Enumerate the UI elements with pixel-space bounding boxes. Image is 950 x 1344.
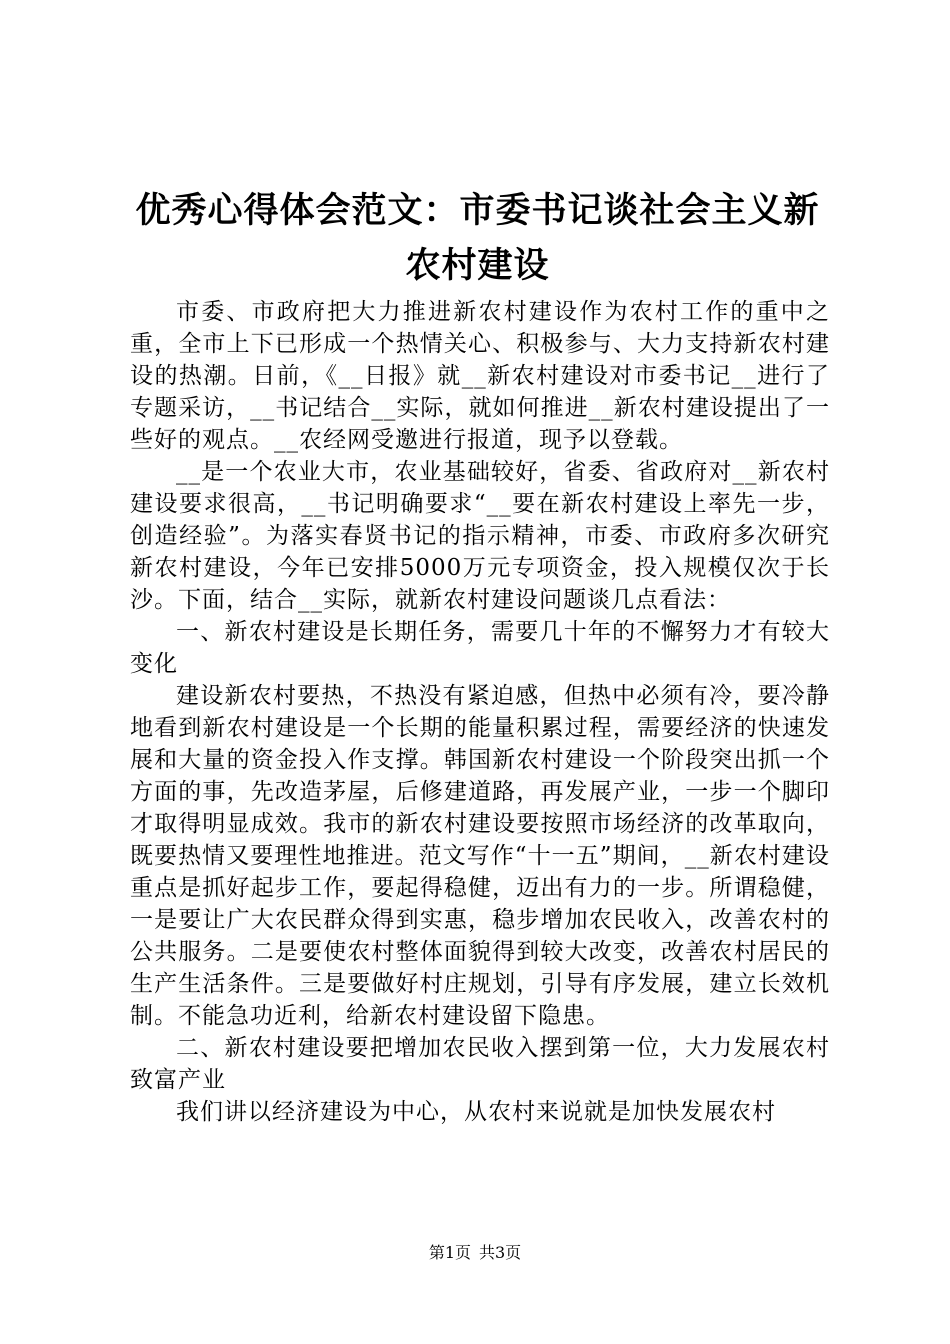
- page-total: 共3页: [479, 1243, 522, 1262]
- paragraph: 建设新农村要热，不热没有紧迫感，但热中必须有冷，要冷静地看到新农村建设是一个长期的能量积累过程，需要经济的快速发展和大量的资金投入作支撑。韩国新农村建设一个阶段突出抓一个方面的事，先改造茅屋，后修建道路，再发展产业，一步一个脚印才取得明显成效。我市的新农村建设要按照市场经济的改革取向，既要热情又要理性地推进。范文写作“十一五”期间，__新农村建设重点是抓好起步工作，要起得稳健，迈出有力的一步。所谓稳健，一是要让广大农民群众得到实惠，稳步增加农民收入，改善农村的公共服务。二是要使农村整体面貌得到较大改变，改善农村居民的生产生活条件。三是要做好村庄规划，引导有序发展，建立长效机制。不能急功近利，给新农村建设留下隐患。: [130, 683, 830, 1029]
- section-heading: 二、新农村建设要把增加农民收入摆到第一位，大力发展农村致富产业: [130, 1035, 830, 1093]
- paragraph: __是一个农业大市，农业基础较好，省委、省政府对__新农村建设要求很高，__书记明确要求“__要在新农村建设上率先一步，创造经验”。为落实春贤书记的指示精神，市委、市政府多次研究新农村建设，今年已安排5000万元专项资金，投入规模仅次于长沙。下面，结合__实际，就新农村建设问题谈几点看法：: [130, 459, 830, 613]
- paragraph: 市委、市政府把大力推进新农村建设作为农村工作的重中之重，全市上下已形成一个热情关心、积极参与、大力支持新农村建设的热潮。日前，《__日报》就__新农村建设对市委书记__进行了专题采访，__书记结合__实际，就如何推进__新农村建设提出了一些好的观点。__农经网受邀进行报道，现予以登载。: [130, 299, 830, 453]
- page-number: 第1页: [428, 1243, 471, 1262]
- page-footer: [0, 1243, 950, 1263]
- section-heading: 一、新农村建设是长期任务，需要几十年的不懈努力才有较大变化: [130, 619, 830, 677]
- paragraph: 我们讲以经济建设为中心，从农村来说就是加快发展农村: [176, 1099, 776, 1125]
- document-title: 优秀心得体会范文：市委书记谈社会主义新农村建设: [135, 191, 820, 286]
- document-body: [130, 296, 830, 1128]
